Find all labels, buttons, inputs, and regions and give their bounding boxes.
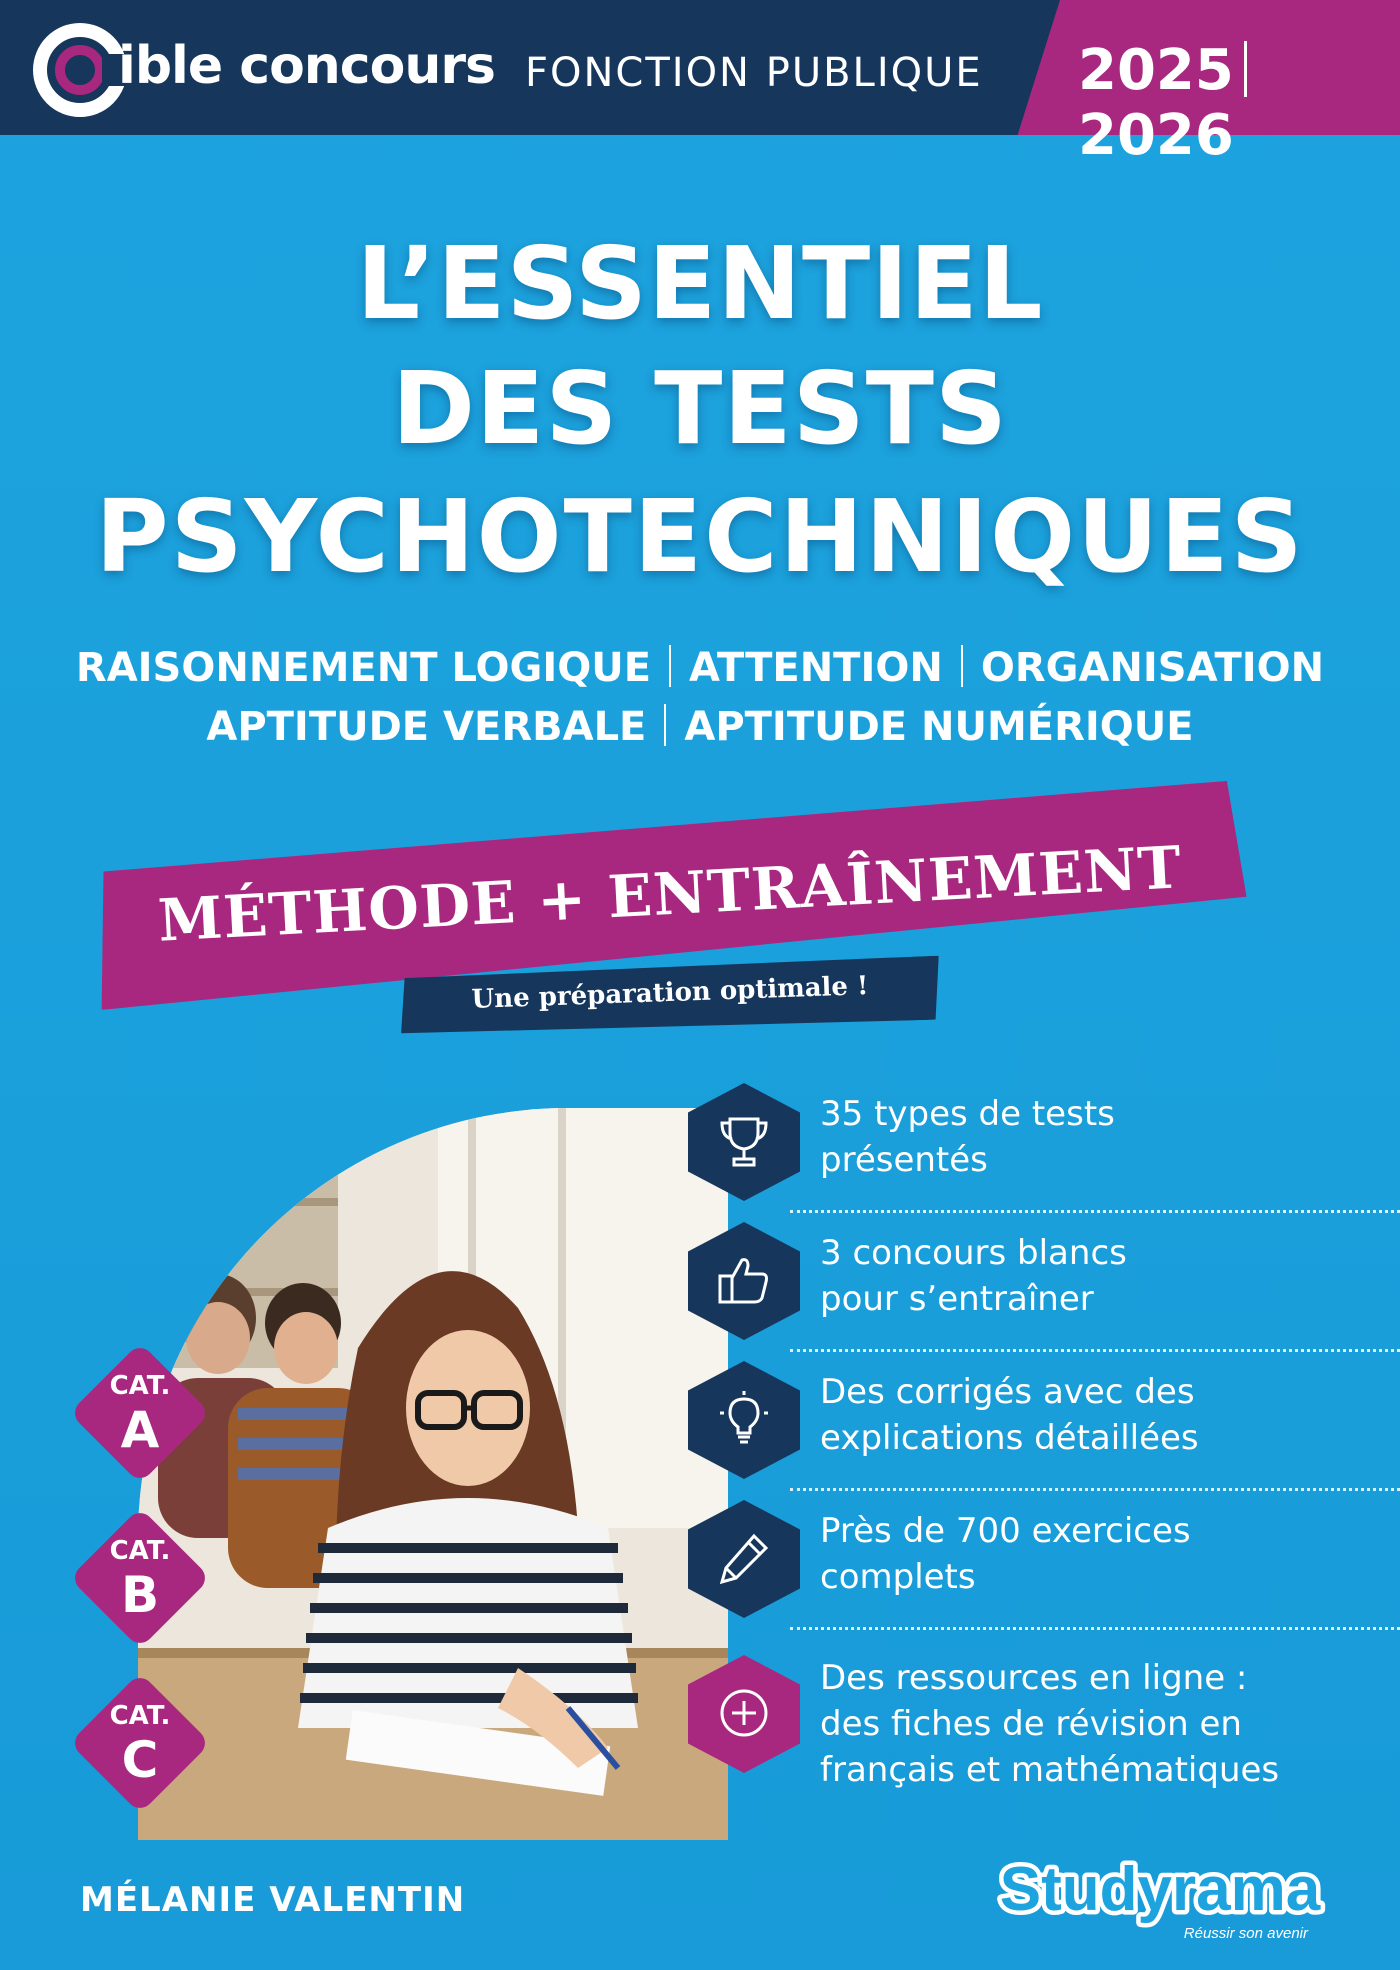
feature-line: Des ressources en ligne : (820, 1658, 1248, 1698)
pencil-icon (714, 1528, 774, 1588)
category-label: CAT. (109, 1701, 171, 1731)
trophy-icon (714, 1111, 774, 1171)
thumbs-up-icon (714, 1250, 774, 1310)
category-a-badge (70, 1343, 210, 1483)
topic: ORGANISATION (980, 645, 1325, 691)
feature-line: 3 concours blancs (820, 1233, 1127, 1273)
feature-hexagon (688, 1500, 800, 1618)
author-name: MÉLANIE VALENTIN (80, 1880, 466, 1920)
feature-text (820, 1508, 1380, 1600)
feature-line: pour s’entraîner (820, 1279, 1094, 1319)
lightbulb-icon (714, 1389, 774, 1449)
category-b-badge (70, 1508, 210, 1648)
feature-line: 35 types de tests (820, 1094, 1115, 1134)
dotted-divider (790, 1349, 1400, 1352)
category-c-badge (70, 1673, 210, 1813)
feature-text (820, 1655, 1380, 1793)
topic-divider (664, 704, 666, 746)
topic-divider (961, 645, 963, 687)
student-illustration (138, 1108, 728, 1840)
feature-item (688, 1655, 1400, 1835)
brand-name: ible concours (118, 36, 495, 96)
title-line-3: PSYCHOTECHNIQUES (95, 478, 1305, 595)
studyrama-logo (990, 1848, 1330, 1948)
student-photo (138, 1108, 728, 1840)
category-letter: B (120, 1566, 160, 1624)
feature-text (820, 1369, 1380, 1461)
feature-item (688, 1083, 1400, 1223)
title-line-1: L’ESSENTIEL (356, 225, 1044, 342)
year-end: 2026 (1078, 103, 1234, 168)
topic: ATTENTION (689, 645, 943, 691)
topic: APTITUDE NUMÉRIQUE (684, 704, 1194, 750)
topics-row-2 (0, 704, 1400, 750)
topic: APTITUDE VERBALE (206, 704, 647, 750)
feature-line: français et mathématiques (820, 1750, 1280, 1790)
feature-item (688, 1361, 1400, 1501)
dotted-divider (790, 1488, 1400, 1491)
publisher-name: Studyrama (999, 1855, 1321, 1924)
feature-line: présentés (820, 1140, 988, 1180)
feature-item (688, 1222, 1400, 1362)
category-letter: C (121, 1731, 159, 1789)
feature-line: Des corrigés avec des (820, 1372, 1195, 1412)
method-ribbon-text: MÉTHODE + ENTRAÎNEMENT (156, 833, 1184, 955)
dotted-divider (790, 1210, 1400, 1213)
feature-line: complets (820, 1557, 976, 1597)
subtitle-tag-text: Une préparation optimale ! (471, 971, 869, 1015)
feature-line: des fiches de révision en (820, 1704, 1242, 1744)
topic-divider (669, 645, 671, 687)
feature-line: explications détaillées (820, 1418, 1199, 1458)
topic: RAISONNEMENT LOGIQUE (75, 645, 652, 691)
feature-hexagon (688, 1655, 800, 1773)
dotted-divider (790, 1627, 1400, 1630)
feature-text (820, 1091, 1380, 1183)
feature-hexagon (688, 1222, 800, 1340)
feature-item (688, 1500, 1400, 1640)
series-name: FONCTION PUBLIQUE (525, 50, 983, 96)
category-label: CAT. (109, 1536, 171, 1566)
category-label: CAT. (109, 1371, 171, 1401)
topics-row-1 (0, 645, 1400, 691)
feature-text (820, 1230, 1380, 1322)
category-letter: A (120, 1401, 160, 1459)
year-separator (1244, 41, 1247, 97)
year-start: 2025 (1078, 38, 1234, 103)
cible-logo-icon (30, 18, 130, 118)
feature-hexagon (688, 1083, 800, 1201)
plus-circle-icon (714, 1683, 774, 1743)
title-line-2: DES TESTS (392, 350, 1008, 467)
edition-years (1078, 38, 1400, 168)
feature-hexagon (688, 1361, 800, 1479)
publisher-tagline: Réussir son avenir (1183, 1925, 1308, 1942)
feature-line: Près de 700 exercices (820, 1511, 1191, 1551)
